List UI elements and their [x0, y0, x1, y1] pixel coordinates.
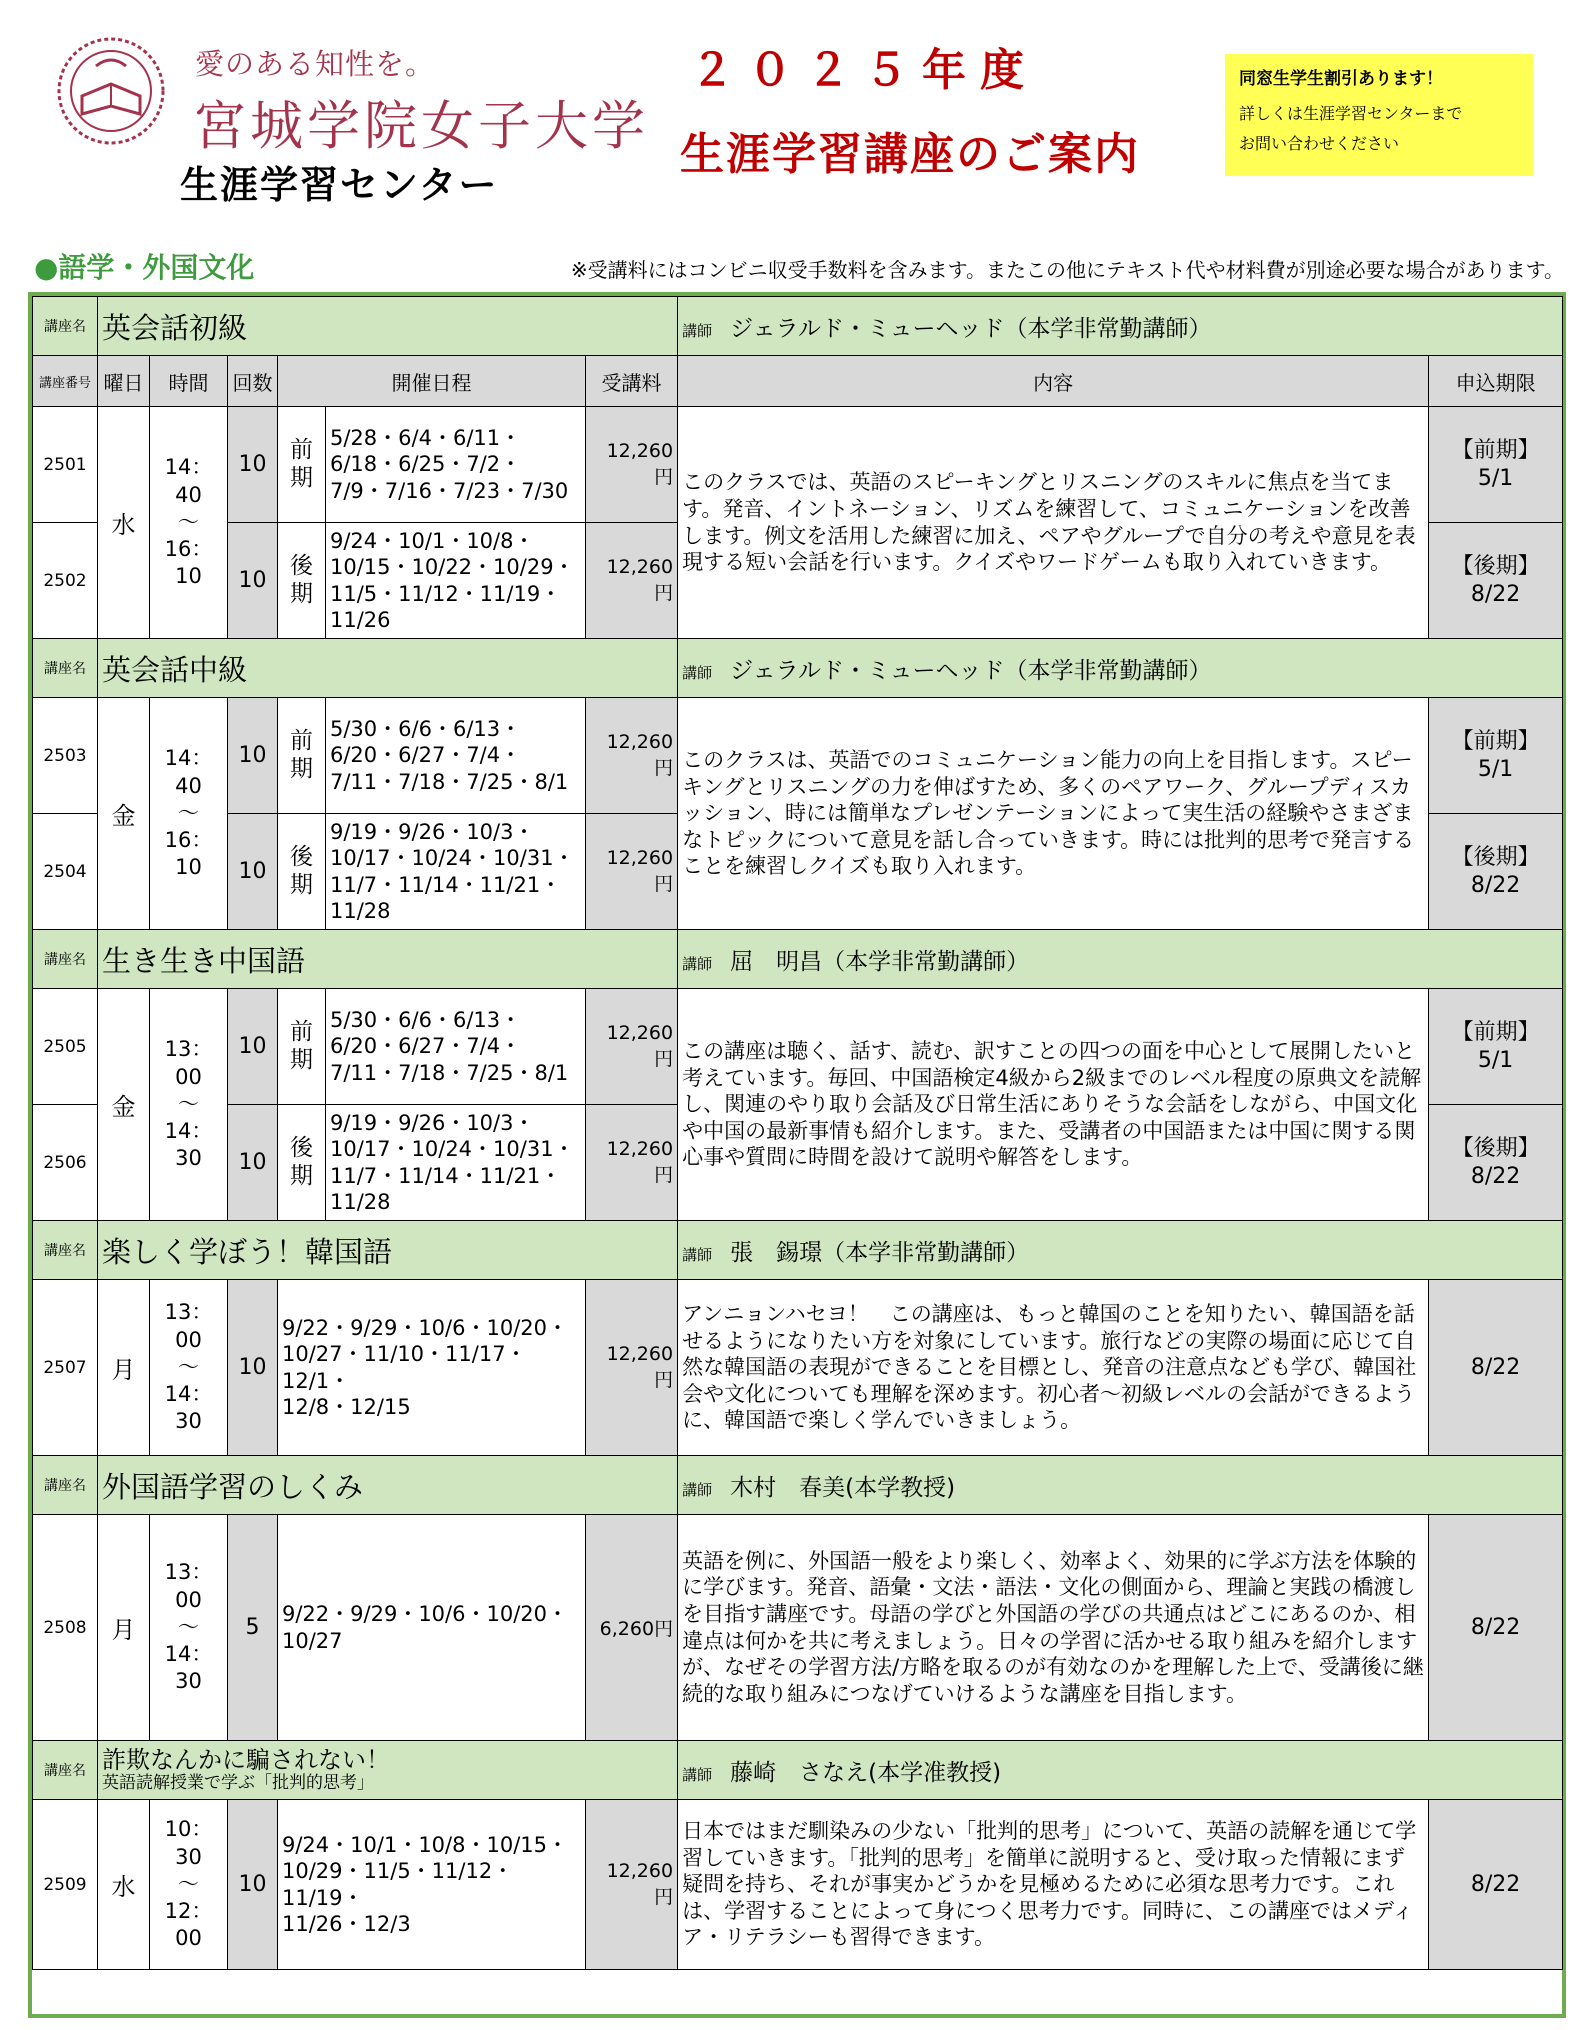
course-schedule: 9/24・10/1・10/8・10/15・ 10/29・11/5・11/12・11/19・ 11/26・12/3 [278, 1800, 586, 1970]
course-count: 10 [228, 1800, 278, 1970]
course-day: 月 [98, 1280, 150, 1456]
course-fee: 12,260円 [586, 407, 678, 523]
header-number: 講座番号 [33, 356, 98, 407]
course-count: 10 [228, 1105, 278, 1221]
university-emblem-icon [52, 36, 170, 146]
course-deadline: 【前期】 5/1 [1429, 989, 1563, 1105]
course-number: 2504 [33, 814, 98, 930]
course-day: 金 [98, 698, 150, 930]
page-title: 生涯学習講座のご案内 [680, 129, 1140, 180]
course-name-label: 講座名 [33, 930, 98, 989]
table-row [33, 1515, 1563, 1741]
course-name: 外国語学習のしくみ [98, 1456, 678, 1515]
course-name-label: 講座名 [33, 1221, 98, 1280]
course-name-row [33, 1456, 1563, 1515]
course-time: 13：00 ～ 14：30 [150, 989, 228, 1221]
course-name-row [33, 297, 1563, 356]
course-schedule: 5/30・6/6・6/13・ 6/20・6/27・7/4・ 7/11・7/18・7/25・8/1 [326, 698, 586, 814]
course-term: 後 期 [278, 1105, 326, 1221]
teacher-name: ジェラルド・ミューヘッド（本学非常勤講師） [730, 657, 1212, 684]
course-fee: 12,260円 [586, 1105, 678, 1221]
course-teacher [678, 1741, 1563, 1800]
course-teacher [678, 639, 1563, 698]
course-name: 詐欺なんかに騙されない！ [102, 1746, 390, 1775]
course-description: 日本ではまだ馴染みの少ない「批判的思考」について、英語の読解を通じて学習していきます。「批判的思考」を簡単に説明すると、受け取った情報にまず疑問を持ち、それが事実かどうかを見極めるために必須な思考力です。これは、学習することによって身につく思考力です。同時に、この講座ではメディア・リテラシーも習得できます。 [678, 1800, 1429, 1970]
course-count: 10 [228, 1280, 278, 1456]
course-time: 14：40 ～ 16：10 [150, 698, 228, 930]
course-deadline: 【後期】 8/22 [1429, 1105, 1563, 1221]
center-name: 生涯学習センター [180, 163, 499, 207]
course-table-frame [28, 292, 1566, 2018]
course-schedule: 9/22・9/29・10/6・10/20・ 10/27・11/10・11/17・12/1・ 12/8・12/15 [278, 1280, 586, 1456]
course-count: 10 [228, 698, 278, 814]
course-schedule: 9/19・9/26・10/3・ 10/17・10/24・10/31・ 11/7・11/14・11/21・ 11/28 [326, 1105, 586, 1221]
course-name-label: 講座名 [33, 1456, 98, 1515]
course-count: 5 [228, 1515, 278, 1741]
course-deadline: 8/22 [1429, 1280, 1563, 1456]
table-row [33, 989, 1563, 1105]
course-name-label: 講座名 [33, 639, 98, 698]
course-fee: 12,260円 [586, 1280, 678, 1456]
teacher-label: 講師 [682, 954, 713, 973]
category-title: ●語学・外国文化 [34, 251, 255, 284]
table-row [33, 698, 1563, 814]
course-number: 2507 [33, 1280, 98, 1456]
course-name-row [33, 639, 1563, 698]
course-day: 水 [98, 407, 150, 639]
course-fee: 12,260円 [586, 989, 678, 1105]
table-row [33, 1800, 1563, 1970]
course-name-row [33, 930, 1563, 989]
course-name-label: 講座名 [33, 297, 98, 356]
discount-line1: 詳しくは生涯学習センターまで [1239, 104, 1463, 123]
course-name-row [33, 1221, 1563, 1280]
page-year: ２０２５年度 [690, 45, 1038, 96]
course-count: 10 [228, 407, 278, 523]
course-deadline: 【後期】 8/22 [1429, 523, 1563, 639]
course-description: このクラスでは、英語のスピーキングとリスニングのスキルに焦点を当てます。発音、イントネーション、リズムを練習して、コミュニケーションを改善します。例文を活用した練習に加え、ペアやグループで自分の考えや意見を表現する短い会話を行います。クイズやワードゲームも取り入れていきます。 [678, 407, 1429, 639]
course-schedule: 5/30・6/6・6/13・ 6/20・6/27・7/4・ 7/11・7/18・7/25・8/1 [326, 989, 586, 1105]
teacher-label: 講師 [682, 1765, 713, 1784]
teacher-name: ジェラルド・ミューヘッド（本学非常勤講師） [730, 315, 1212, 342]
table-row [33, 1280, 1563, 1456]
course-fee: 12,260円 [586, 1800, 678, 1970]
course-number: 2501 [33, 407, 98, 523]
teacher-name: 屈 明昌（本学非常勤講師） [730, 948, 1030, 975]
course-schedule: 9/19・9/26・10/3・ 10/17・10/24・10/31・ 11/7・11/14・11/21・ 11/28 [326, 814, 586, 930]
course-description: このクラスは、英語でのコミュニケーション能力の向上を目指します。スピーキングとリスニングの力を伸ばすため、多くのペアワーク、グループディスカッション、時には簡単なプレゼンテーションによって実生活の経験やさまざまなトピックについて意見を話し合っていきます。時には批判的思考で発言することを練習しクイズも取り入れます。 [678, 698, 1429, 930]
course-count: 10 [228, 523, 278, 639]
header-deadline: 申込期限 [1429, 356, 1563, 407]
teacher-name: 張 錫璟（本学非常勤講師） [730, 1239, 1030, 1266]
course-term: 前 期 [278, 407, 326, 523]
page-header [0, 0, 1596, 230]
course-number: 2505 [33, 989, 98, 1105]
header-count: 回数 [228, 356, 278, 407]
table-row [33, 407, 1563, 523]
course-teacher [678, 930, 1563, 989]
course-count: 10 [228, 814, 278, 930]
course-fee: 12,260円 [586, 698, 678, 814]
course-teacher [678, 1221, 1563, 1280]
course-deadline: 【後期】 8/22 [1429, 814, 1563, 930]
course-name-row [33, 1741, 1563, 1800]
course-schedule: 5/28・6/4・6/11・ 6/18・6/25・7/2・ 7/9・7/16・7/23・7/30 [326, 407, 586, 523]
course-number: 2508 [33, 1515, 98, 1741]
course-day: 金 [98, 989, 150, 1221]
course-name: 生き生き中国語 [98, 930, 678, 989]
course-deadline: 8/22 [1429, 1800, 1563, 1970]
header-time: 時間 [150, 356, 228, 407]
fee-note: ※受講料にはコンビニ収受手数料を含みます。またこの他にテキスト代や材料費が別途必要な場合があります。 [570, 258, 1564, 282]
logo-tagline: 愛のある知性を。 [195, 47, 436, 81]
course-number: 2502 [33, 523, 98, 639]
discount-line2: お問い合わせください [1239, 134, 1400, 153]
discount-notice [1225, 54, 1533, 176]
course-table [32, 296, 1563, 1970]
header-fee: 受講料 [586, 356, 678, 407]
course-fee: 12,260円 [586, 814, 678, 930]
course-schedule: 9/24・10/1・10/8・ 10/15・10/22・10/29・ 11/5・11/12・11/19・ 11/26 [326, 523, 586, 639]
logo-university-name: 宮城学院女子大学 [193, 96, 649, 157]
course-number: 2509 [33, 1800, 98, 1970]
course-fee: 12,260円 [586, 523, 678, 639]
teacher-label: 講師 [682, 1245, 713, 1264]
course-time: 13：00 ～ 14：30 [150, 1280, 228, 1456]
course-teacher [678, 297, 1563, 356]
course-name: 英会話中級 [98, 639, 678, 698]
course-teacher [678, 1456, 1563, 1515]
header-day: 曜日 [98, 356, 150, 407]
category-row [34, 246, 1564, 286]
teacher-name: 藤崎 さなえ(本学准教授) [730, 1759, 1002, 1786]
course-name: 英会話初級 [98, 297, 678, 356]
discount-title: 同窓生学生割引あります！ [1239, 69, 1443, 89]
course-number: 2506 [33, 1105, 98, 1221]
course-description: この講座は聴く、話す、読む、訳すことの四つの面を中心として展開したいと考えています。毎回、中国語検定4級から2級までのレベル程度の原典文を読解し、関連のやり取り会話及び日常生活にありそうな会話をしながら、中国文化や中国の最新事情も紹介します。また、受講者の中国語または中国に関する関心事や質問に時間を設けて説明や解答をします。 [678, 989, 1429, 1221]
column-header-row [33, 356, 1563, 407]
course-schedule: 9/22・9/29・10/6・10/20・ 10/27 [278, 1515, 586, 1741]
course-description: 英語を例に、外国語一般をより楽しく、効率よく、効果的に学ぶ方法を体験的に学びます。発音、語彙・文法・語法・文化の側面から、理論と実践の橋渡しを目指す講座です。母語の学びと外国語の学びの共通点はどこにあるのか、相違点は何かを共に考えましょう。日々の学習に活かせる取り組みを紹介しますが、なぜその学習方法/方略を取るのが有効なのかを理解した上で、受講後に継続的な取り組みにつなげていけるような講座を目指します。 [678, 1515, 1429, 1741]
course-deadline: 8/22 [1429, 1515, 1563, 1741]
course-name: 楽しく学ぼう！韓国語 [98, 1221, 678, 1280]
course-term: 前 期 [278, 698, 326, 814]
course-day: 月 [98, 1515, 150, 1741]
course-number: 2503 [33, 698, 98, 814]
header-content: 内容 [678, 356, 1429, 407]
course-name-cell [98, 1741, 678, 1800]
course-time: 10：30 ～ 12：00 [150, 1800, 228, 1970]
course-subname: 英語読解授業で学ぶ「批判的思考」 [102, 1772, 374, 1793]
course-day: 水 [98, 1800, 150, 1970]
course-deadline: 【前期】 5/1 [1429, 407, 1563, 523]
course-deadline: 【前期】 5/1 [1429, 698, 1563, 814]
course-description: アンニョンハセヨ！ この講座は、もっと韓国のことを知りたい、韓国語を話せるようになりたい方を対象にしています。旅行などの実際の場面に応じて自然な韓国語の表現ができることを目標とし、発音の注意点なども学び、韓国社会や文化についても理解を深めます。初心者～初級レベルの会話ができるように、韓国語で楽しく学んでいきましょう。 [678, 1280, 1429, 1456]
course-time: 14：40 ～ 16：10 [150, 407, 228, 639]
teacher-label: 講師 [682, 1480, 713, 1499]
course-term: 前 期 [278, 989, 326, 1105]
course-term: 後 期 [278, 814, 326, 930]
teacher-name: 木村 春美(本学教授) [730, 1474, 956, 1501]
course-fee: 6,260円 [586, 1515, 678, 1741]
course-count: 10 [228, 989, 278, 1105]
header-schedule: 開催日程 [278, 356, 586, 407]
teacher-label: 講師 [682, 663, 713, 682]
course-term: 後 期 [278, 523, 326, 639]
teacher-label: 講師 [682, 321, 713, 340]
course-name-label: 講座名 [33, 1741, 98, 1800]
course-time: 13：00 ～ 14：30 [150, 1515, 228, 1741]
